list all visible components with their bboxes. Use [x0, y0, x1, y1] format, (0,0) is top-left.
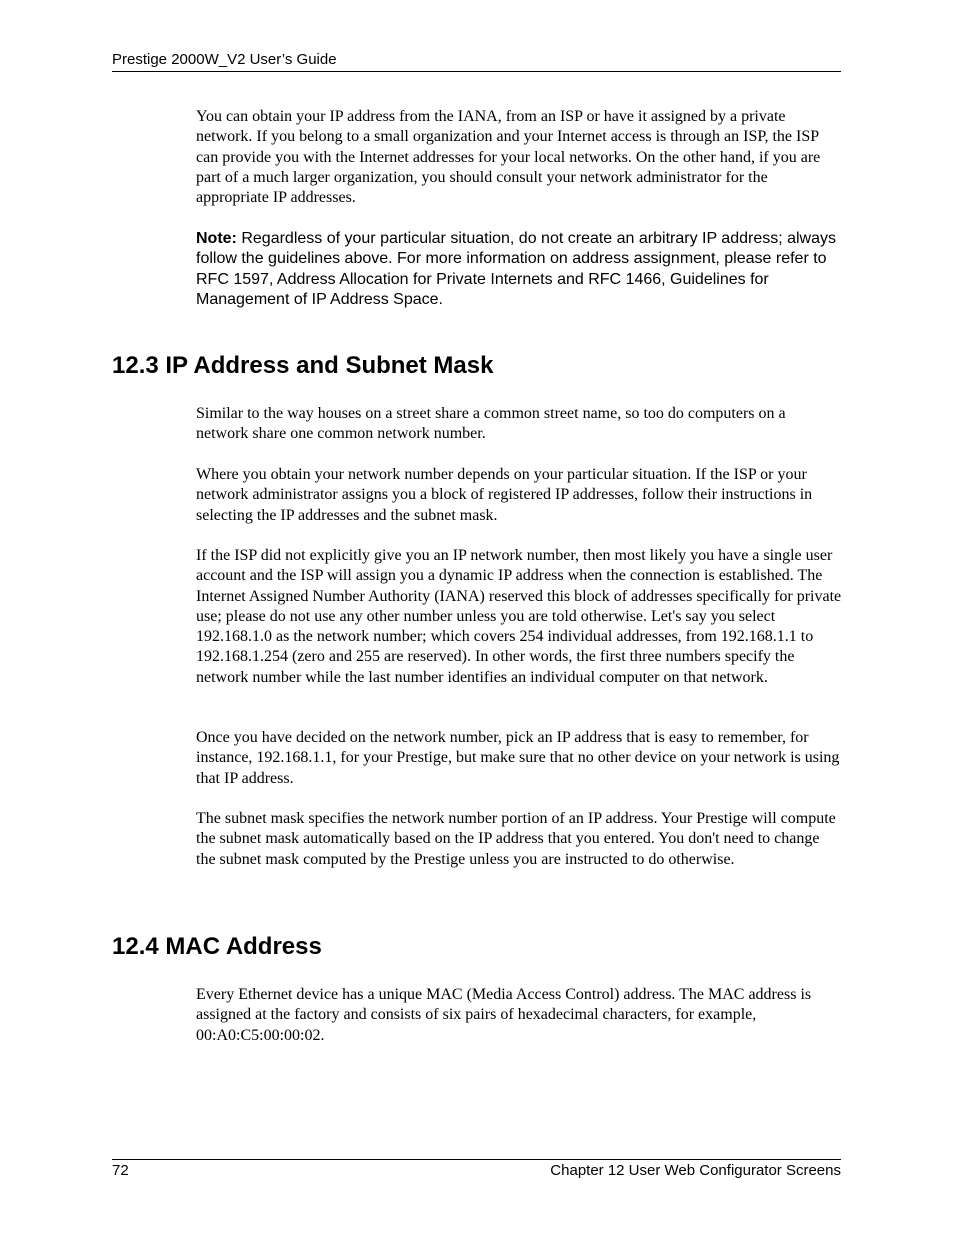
- running-header-title: Prestige 2000W_V2 User’s Guide: [112, 51, 337, 68]
- page-number: 72: [112, 1162, 129, 1179]
- footer-rule: [112, 1159, 841, 1160]
- footer-chapter-title: Chapter 12 User Web Configurator Screens: [550, 1162, 841, 1179]
- section-12-3-paragraph-2: Where you obtain your network number depends on your particular situation. If the ISP or your network administrator assigns you a block of registered IP addresses, follow their instructions in selecting the IP addresses and the subnet mask.: [196, 466, 813, 524]
- section-12-3-paragraph-1: Similar to the way houses on a street share a common street name, so too do computers on a network share one common network number.: [196, 405, 786, 443]
- section-12-4-paragraph-1: Every Ethernet device has a unique MAC (Media Access Control) address. The MAC address is assigned at the factory and consists of six pairs of hexadecimal characters, for example, 00:A0:C5:00:00:02.: [196, 986, 812, 1044]
- section-12-3-paragraph-4: Once you have decided on the network number, pick an IP address that is easy to remember, for instance, 192.168.1.1, for your Prestige, but make sure that no other device on your network is using that IP address.: [196, 729, 840, 787]
- section-heading-12-4: 12.4 MAC Address: [112, 933, 322, 960]
- section-12-3-paragraph-5: The subnet mask specifies the network number portion of an IP address. Your Prestige will compute the subnet mask automatically based on the IP address that you entered. You don't need to change the subnet mask computed by the Prestige unless you are instructed to do otherwise.: [196, 810, 836, 868]
- intro-paragraph: You can obtain your IP address from the IANA, from an ISP or have it assigned by a private network. If you belong to a small organization and your Internet access is through an ISP, the ISP can provide you with the Internet addresses for your local networks. On the other hand, if you are part of a much larger organization, you should consult your network administrator for the appropriate IP addresses.: [196, 108, 821, 207]
- note-label: Note:: [196, 230, 237, 247]
- header-rule: [112, 71, 841, 72]
- section-heading-12-3: 12.3 IP Address and Subnet Mask: [112, 352, 494, 379]
- note-paragraph: [196, 229, 842, 310]
- section-12-3-paragraph-3: If the ISP did not explicitly give you an IP network number, then most likely you have a single user account and the ISP will assign you a dynamic IP address when the connection is established. The Internet Assigned Number Authority (IANA) reserved this block of addresses specifically for private use; please do not use any other number unless you are told otherwise. Let's say you select 192.168.1.0 as the network number; which covers 254 individual addresses, from 192.168.1.1 to 192.168.1.254 (zero and 255 are reserved). In other words, the first three numbers specify the network number while the last number identifies an individual computer on that network.: [196, 547, 842, 686]
- note-text: Regardless of your particular situation, do not create an arbitrary IP address; always follow the guidelines above. For more information on address assignment, please refer to RFC 1597, Address Allocation for Private Internets and RFC 1466, Guidelines for Management of IP Address Space.: [196, 230, 837, 308]
